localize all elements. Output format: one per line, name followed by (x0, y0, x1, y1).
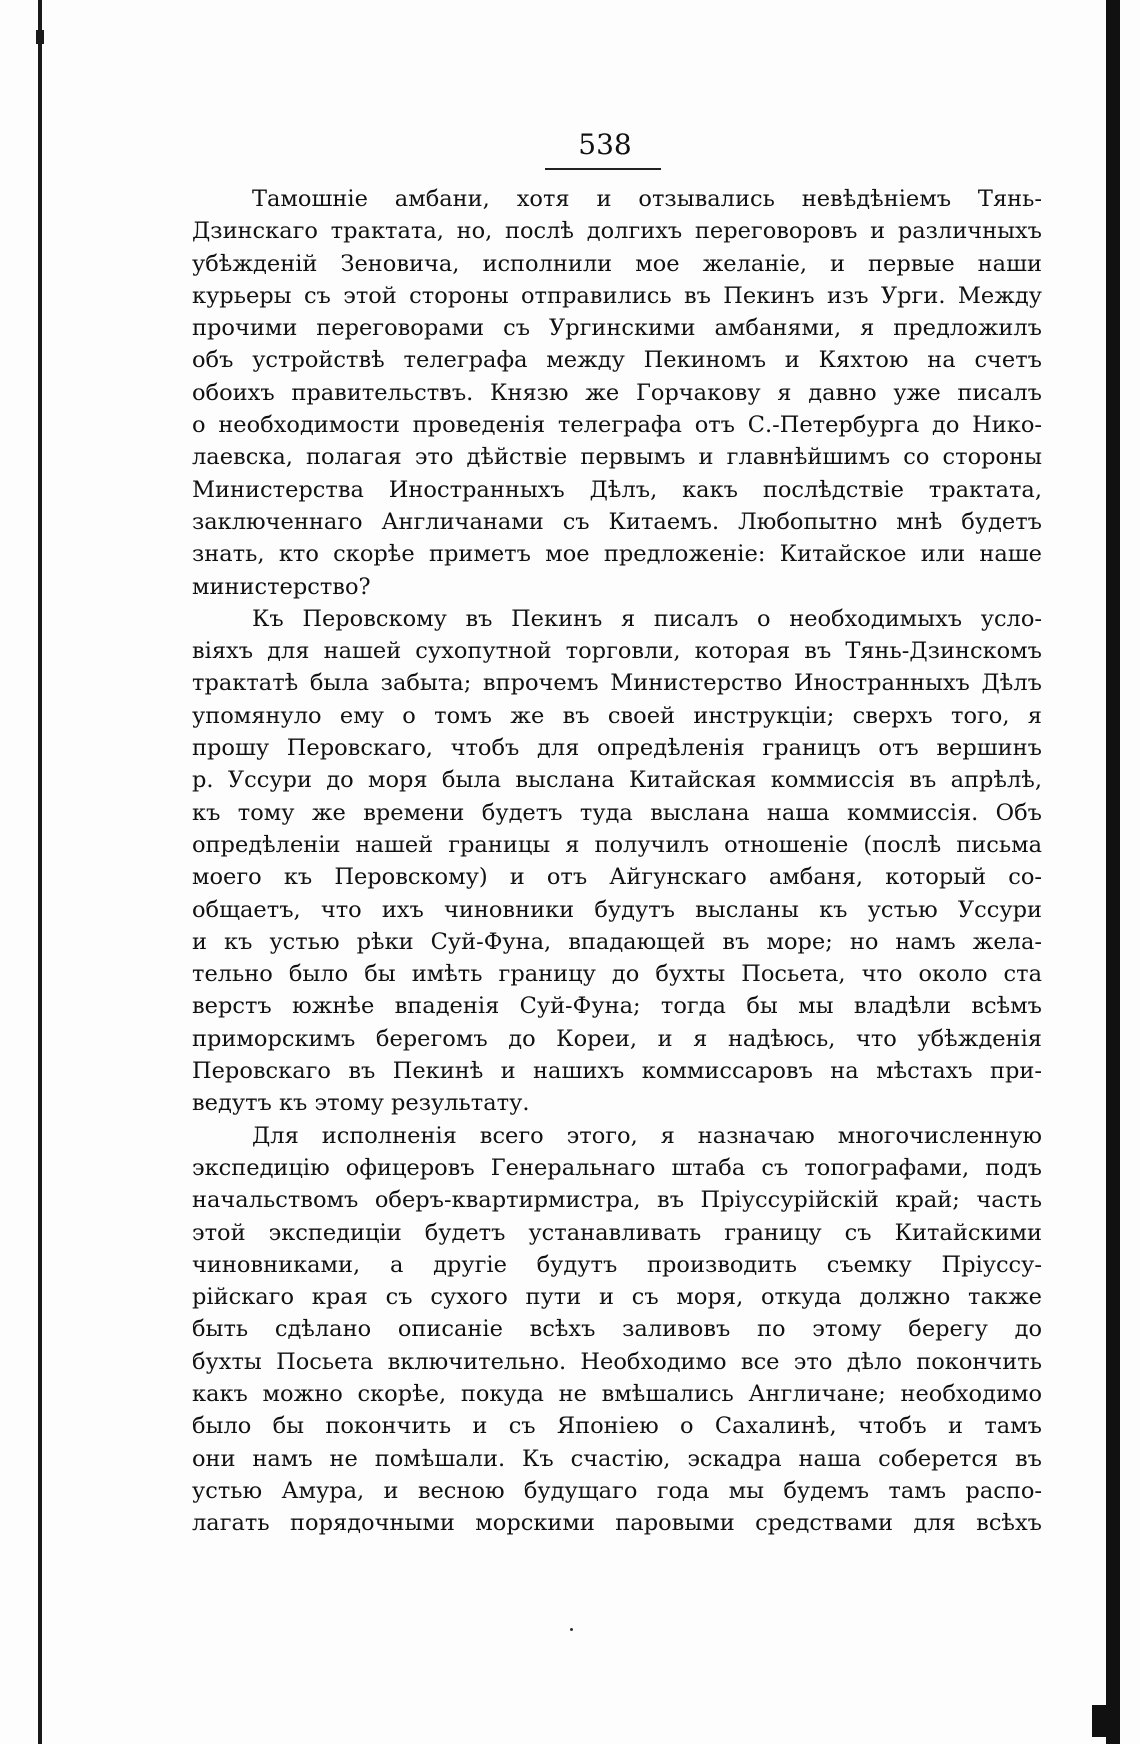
text-line: Перовскаго въ Пекинѣ и нашихъ коммиссаровъ на мѣстахъ при- (192, 1058, 1042, 1085)
text-line: Дзинскаго трактата, но, послѣ долгихъ переговоровъ и различныхъ (192, 218, 1042, 245)
text-line: чиновниками, а другіе будутъ производить съемку Пріуссу- (192, 1251, 1042, 1278)
text-line: трактатѣ была забыта; впрочемъ Министерство Иностранныхъ Дѣлъ (192, 670, 1042, 697)
text-line: прочими переговорами съ Ургинскими амбанями, я предложилъ (192, 315, 1042, 342)
text-line: заключеннаго Англичанами съ Китаемъ. Любопытно мнѣ будетъ (192, 508, 1042, 535)
text-line: опредѣленіи нашей границы я получилъ отношеніе (послѣ письма (192, 831, 1042, 858)
text-line: было бы покончить и съ Японіею о Сахалинѣ, чтобъ и тамъ (192, 1413, 1042, 1440)
text-line: къ тому же времени будетъ туда выслана наша коммиссія. Объ (192, 799, 1042, 826)
text-line: объ устройствѣ телеграфа между Пекиномъ и Кяхтою на счетъ (192, 347, 1042, 374)
text-line: о необходимости проведенія телеграфа отъ С.-Петербурга до Нико- (192, 412, 1042, 439)
page-number-rule (545, 168, 661, 170)
text-line: лаевска, полагая это дѣйствіе первымъ и главнѣйшимъ со стороны (192, 444, 1042, 471)
text-line: быть сдѣлано описаніе всѣхъ заливовъ по этому берегу до (192, 1316, 1042, 1343)
scan-right-edge (1106, 0, 1120, 1744)
text-line: обоихъ правительствъ. Князю же Горчакову я давно уже писалъ (192, 379, 1042, 406)
text-line: віяхъ для нашей сухопутной торговли, которая въ Тянь-Дзинскомъ (192, 638, 1042, 665)
scan-left-edge (38, 0, 42, 1744)
text-line: какъ можно скорѣе, покуда не вмѣшались Англичане; необходимо (192, 1380, 1042, 1407)
text-line: р. Уссури до моря была выслана Китайская коммиссія въ апрѣлѣ, (192, 767, 1042, 794)
text-line: верстъ южнѣе впаденія Суй-Фуна; тогда бы мы владѣли всѣмъ (192, 993, 1042, 1020)
text-line: тельно было бы имѣть границу до бухты Посьета, что около ста (192, 961, 1042, 988)
text-line: Тамошніе амбани, хотя и отзывались невѣдѣніемъ Тянь- (252, 186, 1042, 212)
scan-left-mark (36, 30, 44, 44)
text-line: моего къ Перовскому) и отъ Айгунскаго амбаня, который со- (192, 864, 1042, 891)
text-line: бухты Посьета включительно. Необходимо все это дѣло покончить (192, 1348, 1042, 1375)
text-line: министерство? (192, 573, 371, 600)
text-line: приморскимъ берегомъ до Кореи, и я надѣюсь, что убѣжденія (192, 1025, 1042, 1052)
text-line: этой экспедиціи будетъ устанавливать границу съ Китайскими (192, 1219, 1042, 1246)
scan-speck (570, 1628, 573, 1631)
text-line: Для исполненія всего этого, я назначаю многочисленную (252, 1122, 1042, 1149)
text-line: они намъ не помѣшали. Къ счастію, эскадра наша соберется въ (192, 1445, 1042, 1472)
text-line: экспедицію офицеровъ Генеральнаго штаба съ топографами, подъ (192, 1154, 1042, 1181)
text-line: курьеры съ этой стороны отправились въ Пекинъ изъ Урги. Между (192, 282, 1042, 309)
text-line: ведутъ къ этому результату. (192, 1090, 530, 1117)
scan-right-notch (1092, 1705, 1110, 1737)
text-line: убѣжденій Зеновича, исполнили мое желаніе, и первые наши (192, 250, 1042, 277)
text-line: Къ Перовскому въ Пекинъ я писалъ о необходимыхъ усло- (252, 605, 1042, 632)
text-line: знать, кто скорѣе приметъ мое предложеніе: Китайское или наше (192, 541, 1042, 568)
text-line: прошу Перовскаго, чтобъ для опредѣленія границъ отъ вершинъ (192, 735, 1042, 762)
text-line: общаетъ, что ихъ чиновники будутъ высланы къ устью Уссури (192, 896, 1042, 923)
text-line: и къ устью рѣки Суй-Фуна, впадающей въ море; но намъ жела- (192, 928, 1042, 955)
text-line: Министерства Иностранныхъ Дѣлъ, какъ послѣдствіе трактата, (192, 476, 1042, 503)
text-line: упомянуло ему о томъ же въ своей инструкціи; сверхъ того, я (192, 702, 1042, 729)
text-line: лагать порядочными морскими паровыми средствами для всѣхъ (192, 1510, 1042, 1537)
page-number: 538 (578, 128, 632, 161)
text-line: рійскаго края съ сухого пути и съ моря, откуда должно также (192, 1284, 1042, 1311)
body-text (192, 183, 1042, 1539)
text-line: начальствомъ оберъ-квартирмистра, въ Пріуссурійскій край; часть (192, 1187, 1042, 1214)
text-line: устью Амура, и весною будущаго года мы будемъ тамъ распо- (192, 1477, 1042, 1504)
